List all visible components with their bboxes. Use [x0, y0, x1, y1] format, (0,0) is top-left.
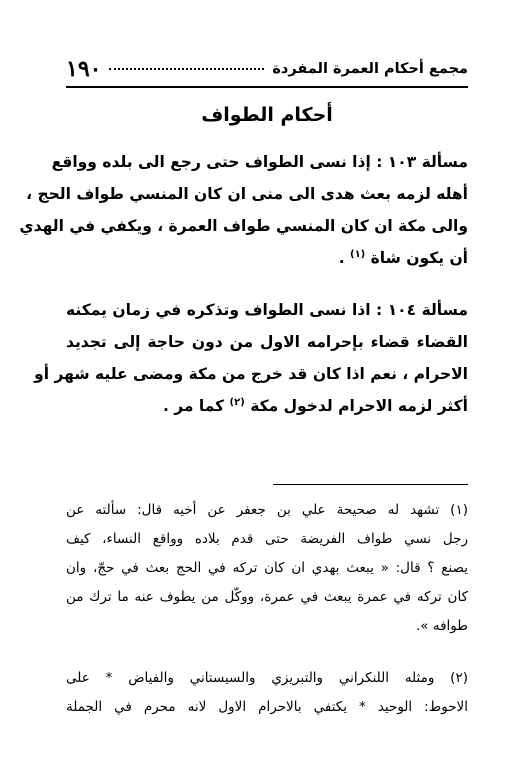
footnote-separator [273, 484, 468, 485]
issue-104-line-1: مسألة ١٠٤ : اذا نسى الطواف وتذكره في زمان يمكنه [66, 301, 468, 319]
header-rule [66, 86, 468, 88]
section-heading: أحكام الطواف [201, 104, 333, 126]
footnote-1-line: كان تركه في عمرة يبعث في عمرة، ووكّل من يطوف عنه ما ترك من [66, 589, 468, 605]
issue-104-line-4: أكثر لزمه الاحرام لدخول مكة $^{(٢)}$ كما مر . [162, 396, 468, 415]
header-dot-leader [109, 68, 264, 70]
issue-103-line-1: مسألة ١٠٣ : إذا نسى الطواف حتى رجع الى بلده وواقع [51, 153, 468, 171]
issue-104 [34, 294, 468, 422]
footnote-1-line: رجل نسي طواف الفريضة حتى قدم بلاده وواقع النساء، كيف [66, 531, 468, 547]
footnote-1-line: يصنع ؟ قال: « يبعث بهدي ان كان تركه في الحج بعث في حجّ، وان [66, 560, 468, 576]
footnote-2-line: الاحوط: الوحيد * يكتفي بالاحرام الاول لانه محرم في الجملة [66, 699, 468, 715]
issue-103-line-2: أهله لزمه بعث هدى الى منى ان كان المنسي طواف الحج ، [26, 185, 468, 203]
issue-103 [19, 146, 468, 274]
book-title: مجمع أحكام العمرة المفردة [272, 61, 468, 77]
issue-104-label: مسألة ١٠٤ : [376, 301, 468, 319]
footnote-1-line: طوافه ». [415, 618, 468, 634]
issue-103-line-3: والى مكة ان كان المنسي طواف العمرة ، ويكفي في الهدي [19, 217, 468, 235]
running-header [66, 52, 468, 86]
footnote-1-line: (١) تشهد له صحيحة علي بن جعفر عن أخيه قال: سألته عن [66, 502, 468, 518]
issue-104-line-2: القضاء قضاء بإحرامه الاول من دون حاجة إلى تجديد [66, 333, 468, 351]
footnote-1 [66, 496, 468, 641]
issue-103-label: مسألة ١٠٣ : [376, 153, 468, 171]
footnote-ref-1: (١) [349, 248, 366, 260]
issue-104-line-3: الاحرام ، نعم اذا كان قد خرج من مكة ومضى عليه شهر أو [34, 365, 468, 383]
footnote-2 [66, 664, 468, 722]
footnote-2-line: (٢) ومثله اللنكراني والتبريزي والسيستاني والفياض * على [66, 670, 468, 686]
page-number: ١٩٠ [66, 56, 102, 82]
footnote-ref-2: (٢) [229, 396, 245, 408]
issue-103-line-4: أن يكون شاة $^{(١)}$ . [338, 248, 468, 267]
